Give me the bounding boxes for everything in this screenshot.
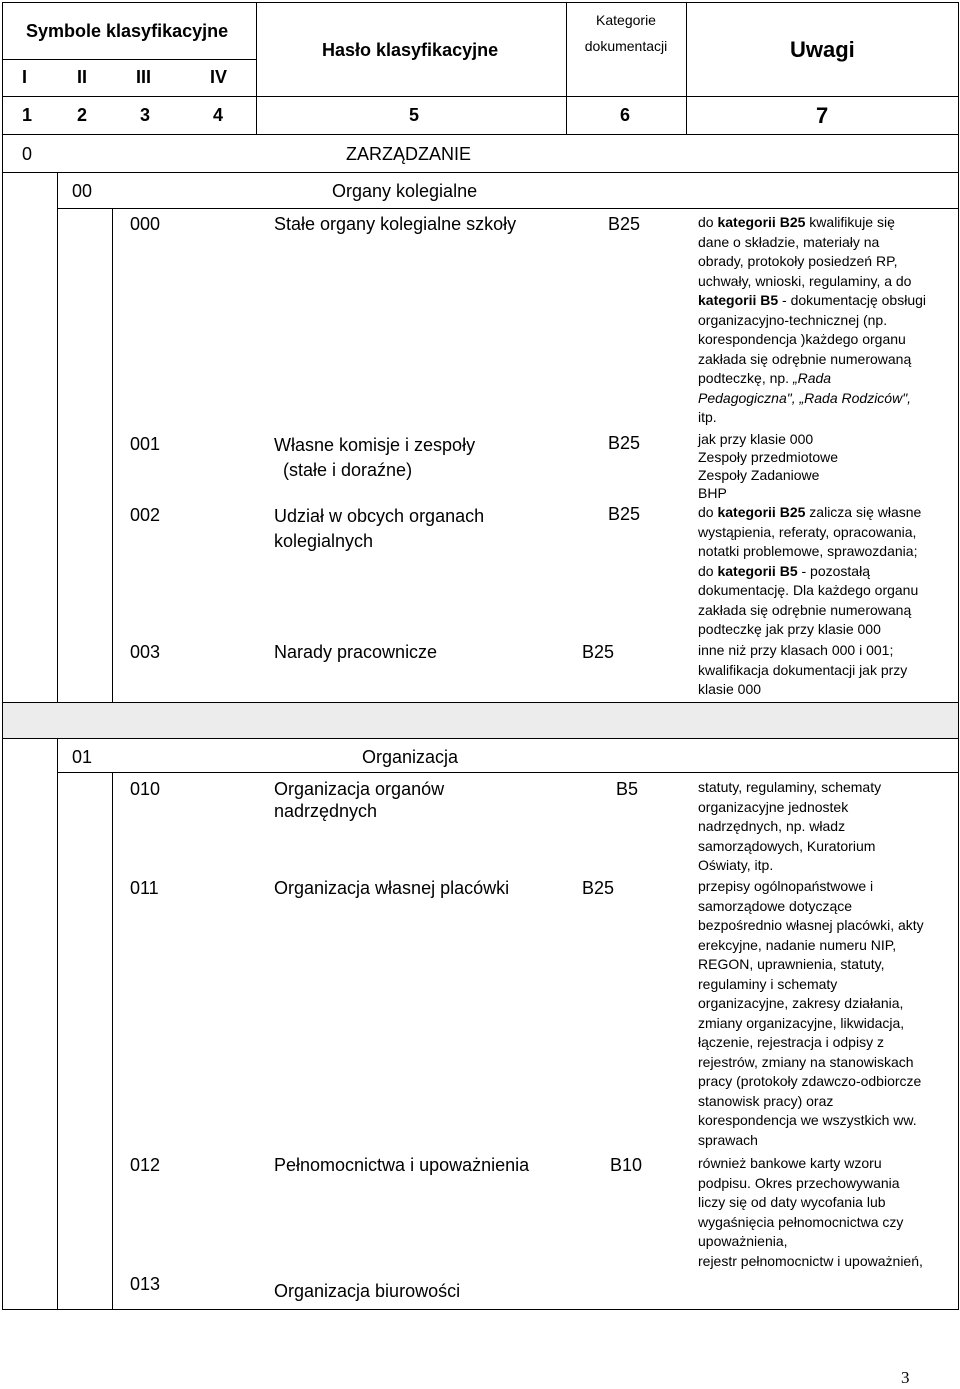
class-title: Narady pracownicze <box>274 642 438 662</box>
class-category: B5 <box>616 779 639 799</box>
table-line <box>2 134 959 135</box>
class-notes: statuty, regulaminy, schematy organizacyjne jednostek nadrzędnych, np. władz samorządowych, Kuratorium Oświaty, itp. <box>698 779 882 873</box>
column-number-7: 7 <box>816 103 829 128</box>
class-title: Udział w obcych organach <box>274 506 485 526</box>
class-code: 010 <box>130 779 161 799</box>
class-notes: do kategorii B25 kwalifikuje się dane o składzie, materiały na obrady, protokoły posiedzeń RP, uchwały, wnioski, regulaminy, a do kategorii B5 - dokumentację obsługi organizacyjno-technicznej (np. korespondencja )każdego organu zakłada się odrębnie numerowaną podteczkę, np. „Rada Pedagogiczna", „Rada Rodziców", itp. <box>698 214 927 425</box>
class-notes: do kategorii B25 zalicza się własne wystąpienia, referaty, opracowania, notatki problemowe, sprawozdania; do kategorii B5 - pozostałą dokumentację. Dla każdego organu zakłada się odrębnie numerowaną podteczkę jak przy klasie 000 <box>698 504 922 637</box>
header-level-2: II <box>77 67 88 87</box>
table-line <box>2 96 959 97</box>
class-notes: jak przy klasie 000 Zespoły przedmiotowe Zespoły Zadaniowe BHP <box>698 431 839 501</box>
column-number-1: 1 <box>22 105 33 125</box>
class-code: 000 <box>130 214 161 234</box>
class-category: B25 <box>582 878 615 898</box>
class-code: 002 <box>130 505 161 525</box>
class-category: B25 <box>582 642 615 662</box>
header-level-1: I <box>22 67 28 87</box>
section-code: 0 <box>22 144 33 164</box>
table-line <box>112 772 113 1309</box>
column-number-3: 3 <box>140 105 151 125</box>
column-number-6: 6 <box>620 105 631 125</box>
table-line <box>57 738 58 1309</box>
class-title: Pełnomocnictwa i upoważnienia <box>274 1155 530 1175</box>
class-title: Stałe organy kolegialne szkoły <box>274 214 517 234</box>
table-line <box>2 702 959 703</box>
class-category: B10 <box>610 1155 643 1175</box>
class-notes: również bankowe karty wzoru podpisu. Okres przechowywania liczy się od daty wycofania lub wygaśnięcia pełnomocnictwa czy upoważnienia, rejestr pełnomocnictw i upoważnień, <box>698 1155 923 1269</box>
table-border-left <box>2 2 3 1309</box>
header-category-title-2: dokumentacji <box>584 38 668 54</box>
column-number-2: 2 <box>77 105 88 125</box>
header-symbols-title: Symbole klasyfikacyjne <box>26 21 229 41</box>
group-title: Organy kolegialne <box>332 181 478 201</box>
header-keyword-title: Hasło klasyfikacyjne <box>322 40 499 60</box>
class-category: B25 <box>608 214 641 234</box>
group-code: 00 <box>72 181 93 201</box>
table-line <box>57 172 58 702</box>
header-level-3: III <box>136 67 152 87</box>
section-title: ZARZĄDZANIE <box>346 144 472 164</box>
table-line <box>256 2 257 134</box>
class-notes: inne niż przy klasach 000 i 001; kwalifikacja dokumentacji jak przy klasie 000 <box>698 642 908 697</box>
class-title: Organizacja własnej placówki <box>274 878 510 898</box>
table-line <box>2 172 959 173</box>
class-code: 011 <box>130 878 159 898</box>
table-line <box>686 2 687 134</box>
table-border-bottom <box>2 1309 959 1310</box>
class-title: Organizacja organów <box>274 779 445 799</box>
table-line <box>57 772 959 773</box>
class-title-sub: nadrzędnych <box>274 801 378 821</box>
header-category-title-1: Kategorie <box>596 12 656 28</box>
page-number: 3 <box>901 1368 910 1387</box>
column-number-5: 5 <box>409 105 420 125</box>
class-code: 012 <box>130 1155 161 1175</box>
class-code: 013 <box>130 1274 161 1294</box>
table-line <box>112 208 113 702</box>
table-border-right <box>958 2 959 1309</box>
class-title-sub: (stałe i doraźne) <box>283 460 413 480</box>
class-title: Organizacja biurowości <box>274 1281 461 1301</box>
class-category: B25 <box>608 433 641 453</box>
class-code: 003 <box>130 642 161 662</box>
class-title-sub: kolegialnych <box>274 531 374 551</box>
header-remarks-title: Uwagi <box>790 37 855 62</box>
header-level-4: IV <box>210 67 228 87</box>
table-line <box>57 208 959 209</box>
class-notes: przepisy ogólnopaństwowe i samorządowe dotyczące bezpośrednio własnej placówki, akty erekcyjne, nadanie numeru NIP, REGON, uprawnienia, statuty, regulaminy i schematy organizacyjne, zakresy działania, zmiany organizacyjne, likwidacja, łączenie, rejestracja i odpisy z rejestrów, zmiany na stanowiskach pracy (protokoły zdawczo-odbiorcze stanowisk pracy) oraz korespondencja we wszystkich ww. sprawach <box>698 878 924 1148</box>
column-number-4: 4 <box>213 105 224 125</box>
class-code: 001 <box>130 434 161 454</box>
class-category: B25 <box>608 504 641 524</box>
table-line <box>2 738 959 739</box>
class-title: Własne komisje i zespoły <box>274 435 476 455</box>
separator-band <box>2 702 959 738</box>
group-title: Organizacja <box>362 747 459 767</box>
table-line <box>2 59 256 60</box>
group-code: 01 <box>72 747 93 767</box>
table-border-top <box>2 2 959 3</box>
